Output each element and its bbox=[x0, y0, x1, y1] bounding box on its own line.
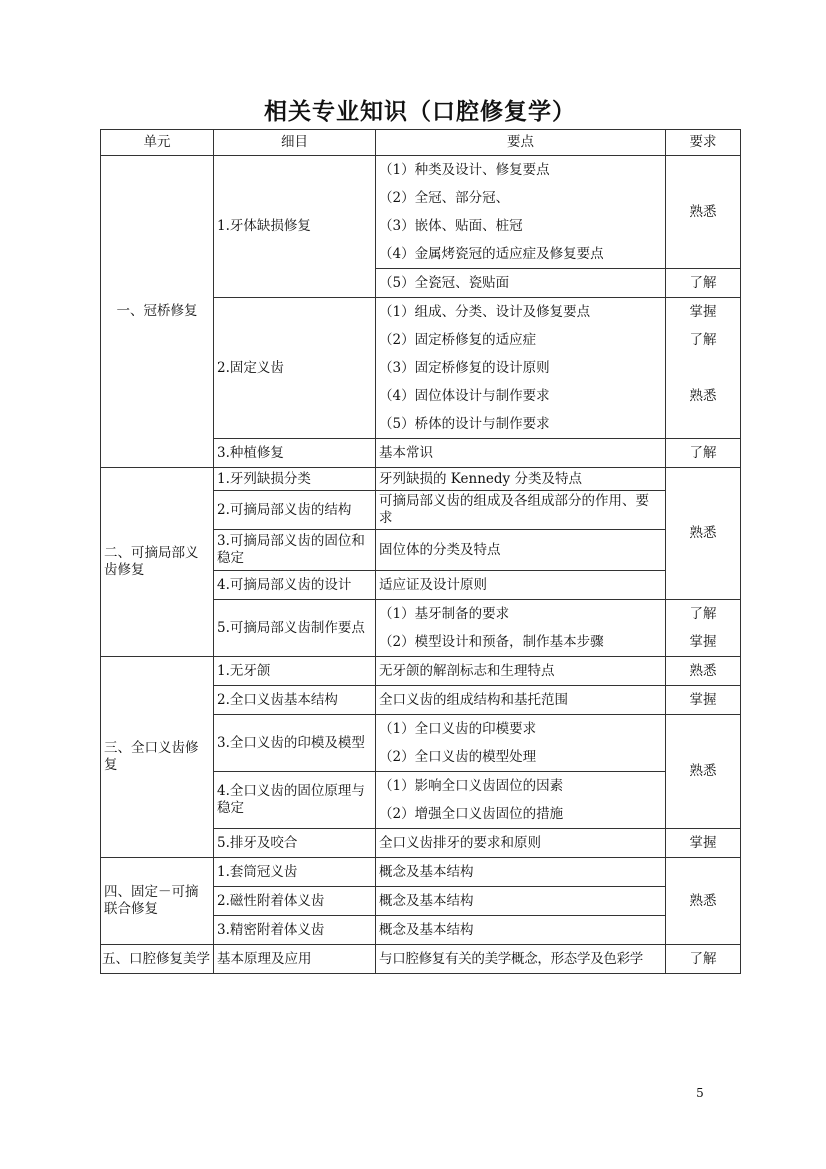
point-cell: 基本常识 bbox=[376, 439, 666, 468]
point-cell: （1）种类及设计、修复要点 bbox=[376, 156, 666, 185]
point-cell: 无牙颌的解剖标志和生理特点 bbox=[376, 657, 666, 686]
point-cell: （1）组成、分类、设计及修复要点 bbox=[376, 298, 666, 327]
point-cell: 全口义齿排牙的要求和原则 bbox=[376, 829, 666, 858]
point-cell: （2）全冠、部分冠、 bbox=[376, 184, 666, 212]
point-cell: （2）模型设计和预备，制作基本步骤 bbox=[376, 628, 666, 657]
point-cell: （1）基牙制备的要求 bbox=[376, 600, 666, 629]
header-point: 要点 bbox=[376, 130, 666, 156]
unit-cell: 一、冠桥修复 bbox=[101, 156, 214, 468]
table-row bbox=[101, 657, 741, 686]
table-row bbox=[101, 156, 741, 185]
detail-cell: 1.套筒冠义齿 bbox=[214, 858, 376, 887]
detail-cell: 5.可摘局部义齿制作要点 bbox=[214, 600, 376, 657]
table-row bbox=[101, 468, 741, 491]
point-cell: （2）全口义齿的模型处理 bbox=[376, 743, 666, 772]
requirement-cell: 熟悉 bbox=[666, 354, 741, 439]
detail-cell: 3.可摘局部义齿的固位和稳定 bbox=[214, 530, 376, 571]
point-cell: 固位体的分类及特点 bbox=[376, 530, 666, 571]
header-unit: 单元 bbox=[101, 130, 214, 156]
point-cell: （1）影响全口义齿固位的因素 bbox=[376, 772, 666, 801]
requirement-cell: 熟悉 bbox=[666, 715, 741, 829]
unit-cell: 四、固定－可摘联合修复 bbox=[101, 858, 214, 945]
detail-cell: 基本原理及应用 bbox=[214, 945, 376, 974]
point-cell: （5）全瓷冠、瓷贴面 bbox=[376, 269, 666, 298]
requirement-cell: 熟悉 bbox=[666, 468, 741, 600]
requirement-cell: 了解 bbox=[666, 326, 741, 354]
unit-cell: 三、全口义齿修复 bbox=[101, 657, 214, 858]
requirement-cell: 了解 bbox=[666, 945, 741, 974]
point-cell: 全口义齿的组成结构和基托范围 bbox=[376, 686, 666, 715]
point-cell: （4）金属烤瓷冠的适应症及修复要点 bbox=[376, 240, 666, 269]
detail-cell: 4.全口义齿的固位原理与稳定 bbox=[214, 772, 376, 829]
header-detail: 细目 bbox=[214, 130, 376, 156]
requirement-cell: 了解 bbox=[666, 439, 741, 468]
point-cell: 概念及基本结构 bbox=[376, 858, 666, 887]
detail-cell: 1.牙体缺损修复 bbox=[214, 156, 376, 298]
detail-cell: 3.全口义齿的印模及模型 bbox=[214, 715, 376, 772]
page-number: 5 bbox=[696, 1086, 704, 1100]
point-cell: （4）固位体设计与制作要求 bbox=[376, 382, 666, 410]
point-cell: （3）固定桥修复的设计原则 bbox=[376, 354, 666, 382]
detail-cell: 2.可摘局部义齿的结构 bbox=[214, 491, 376, 530]
detail-cell: 5.排牙及咬合 bbox=[214, 829, 376, 858]
page-title: 相关专业知识（口腔修复学） bbox=[264, 99, 576, 125]
requirement-cell: 掌握 bbox=[666, 298, 741, 327]
table-header-row bbox=[101, 130, 741, 156]
detail-cell: 3.精密附着体义齿 bbox=[214, 916, 376, 945]
point-cell: 可摘局部义齿的组成及各组成部分的作用、要求 bbox=[376, 491, 666, 530]
point-cell: 概念及基本结构 bbox=[376, 916, 666, 945]
table-row bbox=[101, 945, 741, 974]
requirement-cell: 熟悉 bbox=[666, 858, 741, 945]
requirement-cell: 了解 bbox=[666, 600, 741, 629]
requirement-cell: 熟悉 bbox=[666, 657, 741, 686]
detail-cell: 2.固定义齿 bbox=[214, 298, 376, 439]
point-cell: （5）桥体的设计与制作要求 bbox=[376, 410, 666, 439]
detail-cell: 2.全口义齿基本结构 bbox=[214, 686, 376, 715]
point-cell: 牙列缺损的 Kennedy 分类及特点 bbox=[376, 468, 666, 491]
requirement-cell: 熟悉 bbox=[666, 156, 741, 269]
syllabus-table bbox=[100, 129, 741, 974]
detail-cell: 1.无牙颌 bbox=[214, 657, 376, 686]
table-row bbox=[101, 858, 741, 887]
header-requirement: 要求 bbox=[666, 130, 741, 156]
unit-cell: 二、可摘局部义齿修复 bbox=[101, 468, 214, 657]
point-cell: 与口腔修复有关的美学概念，形态学及色彩学 bbox=[376, 945, 666, 974]
requirement-cell: 掌握 bbox=[666, 829, 741, 858]
point-cell: （2）固定桥修复的适应症 bbox=[376, 326, 666, 354]
point-cell: （1）全口义齿的印模要求 bbox=[376, 715, 666, 744]
point-cell: 概念及基本结构 bbox=[376, 887, 666, 916]
point-cell: 适应证及设计原则 bbox=[376, 571, 666, 600]
detail-cell: 4.可摘局部义齿的设计 bbox=[214, 571, 376, 600]
requirement-cell: 掌握 bbox=[666, 686, 741, 715]
detail-cell: 3.种植修复 bbox=[214, 439, 376, 468]
unit-cell: 五、口腔修复美学 bbox=[101, 945, 214, 974]
detail-cell: 2.磁性附着体义齿 bbox=[214, 887, 376, 916]
requirement-cell: 了解 bbox=[666, 269, 741, 298]
point-cell: （3）嵌体、贴面、桩冠 bbox=[376, 212, 666, 240]
point-cell: （2）增强全口义齿固位的措施 bbox=[376, 800, 666, 829]
detail-cell: 1.牙列缺损分类 bbox=[214, 468, 376, 491]
requirement-cell: 掌握 bbox=[666, 628, 741, 657]
